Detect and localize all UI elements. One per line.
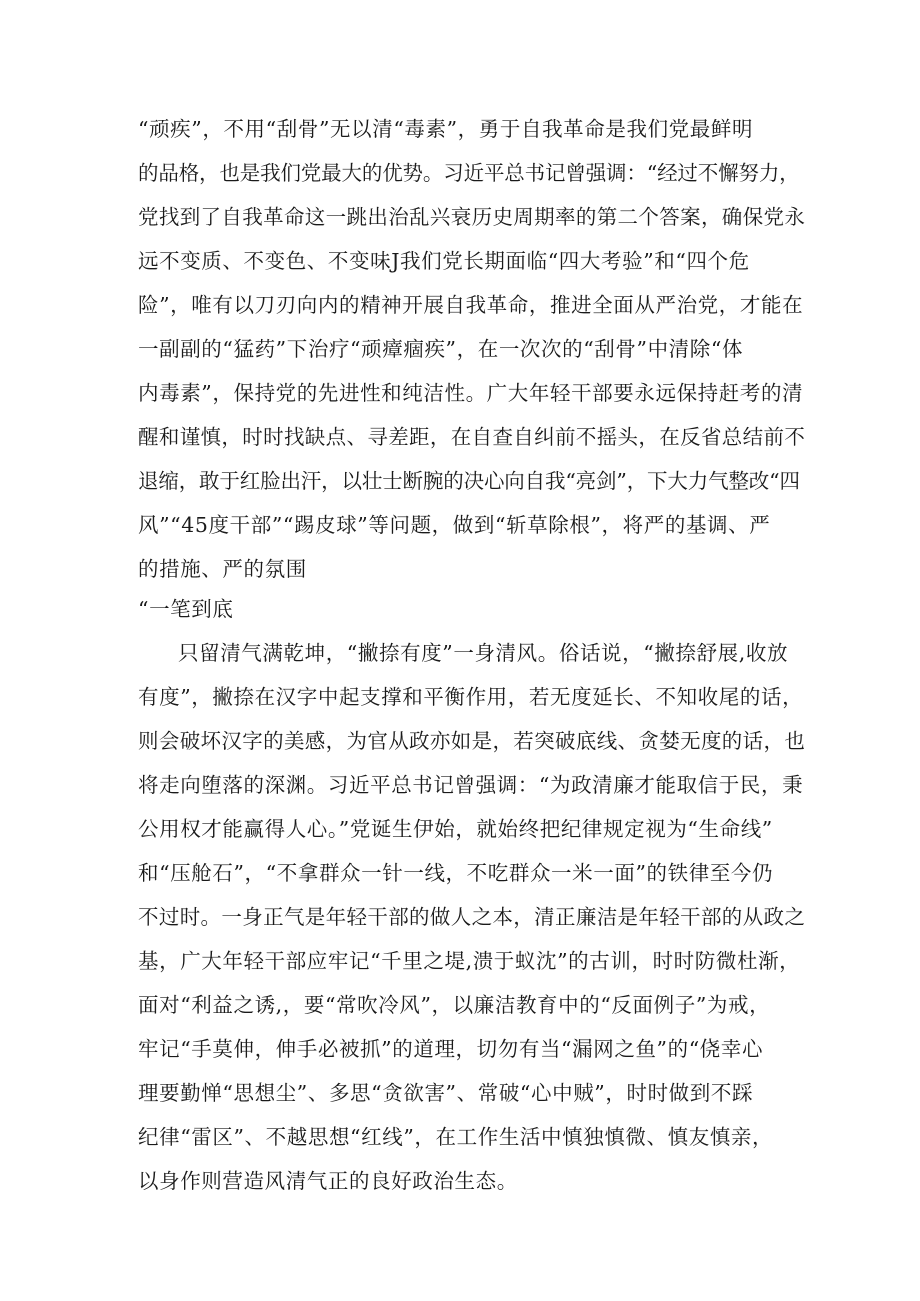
text-line: 牢记“手莫伸，伸手必被抓”的道理，切勿有当“漏网之鱼”的“侥幸心 xyxy=(138,1037,764,1061)
text-line: 纪律“雷区”、不越思想“红线”，在工作生活中慎独慎微、慎友慎亲， xyxy=(138,1125,774,1149)
text-line: 风”“45度干部”“踢皮球”等问题，做到“斩草除根”，将严的基调、严 xyxy=(138,513,771,537)
text-line: 面对“利益之诱,，要“常吹冷风”，以廉洁教育中的“反面例子”为戒， xyxy=(138,993,771,1017)
text-line: 醒和谨慎，时时找缺点、寻差距，在自查自纠前不摇头，在反省总结前不 xyxy=(138,425,806,449)
text-line: 内毒素”，保持党的先进性和纯洁性。广大年轻干部要永远保持赶考的清 xyxy=(138,381,804,405)
text-line: “顽疾”，不用“刮骨”无以清“毒素”，勇于自我革命是我们党最鲜明 xyxy=(138,117,754,141)
text-line: 公用权才能赢得人心。”党诞生伊始，就始终把纪律规定视为“生命线” xyxy=(138,817,773,841)
text-line: 将走向堕落的深渊。习近平总书记曾强调：“为政清廉才能取信于民，秉 xyxy=(138,773,804,797)
text-line: 则会破坏汉字的美感，为官从政亦如是，若突破底线、贪婪无度的话，也 xyxy=(138,729,806,753)
text-line: 和“压舱石”，“不拿群众一针一线，不吃群众一米一面”的铁律至今仍 xyxy=(138,861,774,885)
text-line: 不过时。一身正气是年轻干部的做人之本，清正廉洁是年轻干部的从政之 xyxy=(138,905,806,929)
text-line: 退缩，敢于红脸出汗，以壮士断腕的决心向自我“亮剑”，下大力气整改“四 xyxy=(138,469,800,493)
text-line: 的品格，也是我们党最大的优势。习近平总书记曾强调：“经过不懈努力， xyxy=(138,161,800,185)
text-line: 远不变质、不变色、不变味J我们党长期面临“四大考验”和“四个危 xyxy=(138,249,750,273)
text-line: 险”，唯有以刀刃向内的精神开展自我革命，推进全面从严治党，才能在 xyxy=(138,293,804,317)
text-line: 基，广大年轻干部应牢记“千里之堤,溃于蚁沈”的古训，时时防微杜渐， xyxy=(138,949,801,973)
text-line: 的措施、严的氛围 xyxy=(138,557,307,581)
text-line: 以身作则营造风清气正的良好政治生态。 xyxy=(138,1169,518,1193)
text-line: 有度”，撇捺在汉字中起支撑和平衡作用，若无度延长、不知收尾的话， xyxy=(138,685,804,709)
paragraph-first-line: 只留清气满乾坤，“撇捺有度”一身清风。俗话说，“撇捺舒展,收放 xyxy=(178,641,789,665)
section-heading: “一笔到底 xyxy=(138,597,234,621)
text-line: 党找到了自我革命这一跳出治乱兴衰历史周期率的第二个答案，确保党永 xyxy=(138,205,806,229)
text-line: 一副副的“猛药”下治疗“顽瘴痼疾”，在一次次的“刮骨”中清除“体 xyxy=(138,337,744,361)
text-line: 理要勤惮“思想尘”、多思“贪欲害”、常破“心中贼”，时时做到不踩 xyxy=(138,1081,754,1105)
